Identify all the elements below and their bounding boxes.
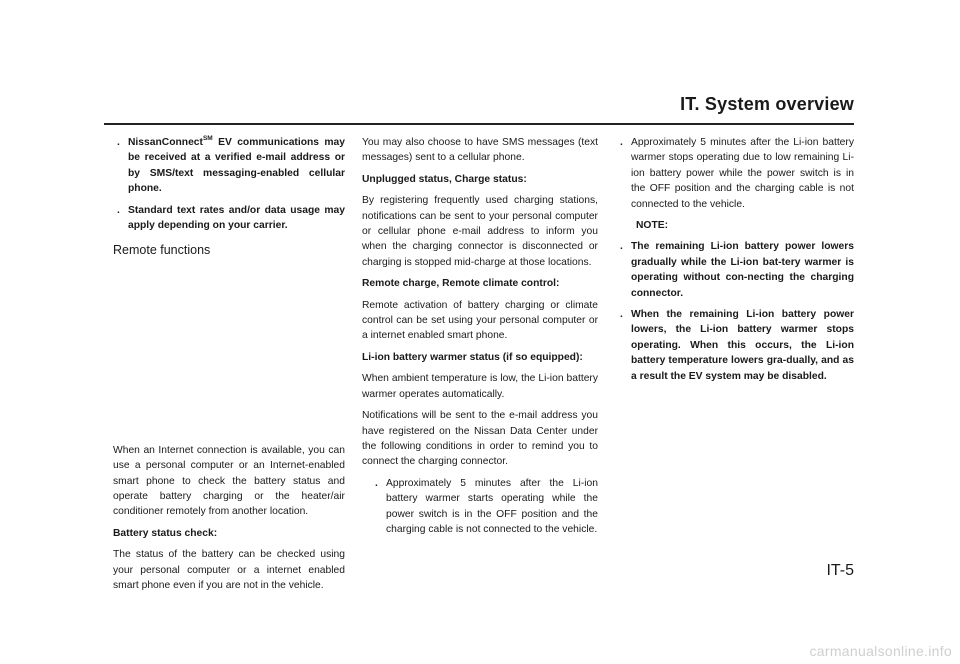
column-3 — [616, 135, 854, 390]
bullet-dot: . — [620, 137, 623, 148]
bullet-text-brand: NissanConnect — [128, 137, 203, 148]
paragraph: You may also choose to have SMS messages (text messages) sent to a cellular phone. — [362, 137, 598, 164]
paragraph: The status of the battery can be checked using your personal computer or a internet enabled smart phone even if you are not in the vehicle. — [113, 549, 345, 592]
note-label: NOTE: — [636, 220, 669, 232]
subheading: Battery status check: — [113, 527, 218, 539]
section-heading: Remote functions — [113, 243, 211, 258]
list-item — [616, 239, 854, 301]
list-item — [113, 203, 345, 234]
note-text: The remaining Li-ion battery power lowers gradually while the Li-ion bat-tery warmer is operating without con-necting the charging connector. — [631, 241, 854, 299]
header-rule — [104, 123, 854, 125]
bullet-dot: . — [620, 309, 623, 321]
column-1 — [113, 135, 345, 600]
paragraph: Remote activation of battery charging or climate control can be set using your personal computer or a internet enabled smart phone. — [362, 299, 598, 342]
paragraph: By registering frequently used charging stations, notifications can be sent to your personal computer or cellular phone e-mail address to inform you when the charging connector is disconnected or charging is stopped mid-charge at those locations. — [362, 195, 598, 268]
subheading: Unplugged status, Charge status: — [362, 173, 527, 185]
note-text: When the remaining Li-ion battery power lowers, the Li-ion battery warmer stops operating. When this occurs, the Li-ion battery temperature lowers gra-dually, and as a result the EV system may be disabled. — [631, 309, 854, 382]
paragraph: When an Internet connection is available, you can use a personal computer or an Internet-enabled smart phone to check the battery status and operate battery charging or the heater/air conditioner remotely from another location. — [113, 444, 345, 518]
column-2 — [362, 135, 598, 543]
paragraph: When ambient temperature is low, the Li-ion battery warmer operates automatically. — [362, 373, 598, 400]
subheading: Li-ion battery warmer status (if so equipped): — [362, 351, 583, 363]
watermark: carmanualsonline.info — [809, 643, 952, 659]
paragraph: Notifications will be sent to the e-mail address you have registered on the Nissan Data Center under the following conditions in order to remind you to connect the charging connector. — [362, 410, 598, 468]
page-number: IT-5 — [826, 562, 854, 579]
list-item — [113, 135, 345, 197]
list-item — [616, 135, 854, 212]
bullet-dot: . — [117, 204, 120, 216]
subheading: Remote charge, Remote climate control: — [362, 278, 560, 290]
bullet-dot: . — [620, 241, 623, 253]
bullet-text: Approximately 5 minutes after the Li-ion battery warmer starts operating while the power switch is in the OFF position and the charging cable is not connected to the vehicle. — [386, 477, 598, 535]
service-mark: SM — [202, 134, 213, 142]
bullet-text: EV communications may be received at a verified e-mail address or by SMS/text messaging-enabled cellular phone. — [128, 137, 345, 195]
bullet-text: Standard text rates and/or data usage may apply depending on your carrier. — [128, 204, 345, 232]
bullet-dot: . — [375, 477, 378, 489]
bullet-text: Approximately 5 minutes after the Li-ion battery warmer stops operating due to low remaining Li-ion battery power while the power switch is in the OFF position and the charging cable is not connected to the vehicle. — [631, 137, 854, 210]
list-item — [371, 476, 598, 538]
blank-space — [113, 271, 345, 443]
bullet-dot: . — [117, 137, 120, 148]
page-section-title: IT. System overview — [680, 94, 854, 114]
list-item — [616, 307, 854, 384]
